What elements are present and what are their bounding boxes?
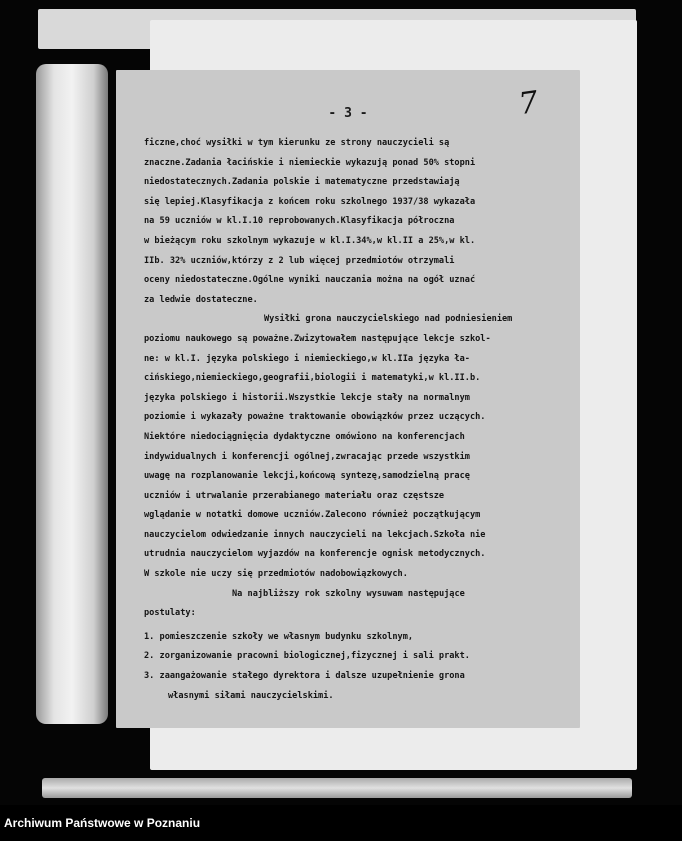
text-line-indented: Wysiłki grona nauczycielskiego nad podniesieniem xyxy=(264,314,513,325)
text-line: oceny niedostateczne.Ogólne wyniki nauczania można na ogół uznać xyxy=(144,275,476,286)
text-line: uwagę na rozplanowanie lekcji,końcową syntezę,samodzielną pracę xyxy=(144,471,470,482)
text-line: za ledwie dostateczne. xyxy=(144,294,258,305)
text-line: Niektóre niedociągnięcia dydaktyczne omówiono na konferencjach xyxy=(144,431,465,442)
text-line: w bieżącym roku szkolnym wykazuje w kl.I.34%,w kl.II a 25%,w kl. xyxy=(144,235,476,246)
archive-footer: Archiwum Państwowe w Poznaniu xyxy=(0,805,682,840)
text-line: indywidualnych i konferencji ogólnej,zwracając przede wszystkim xyxy=(144,451,470,462)
folio-number: 7 xyxy=(516,84,541,123)
text-line: wglądanie w notatki domowe uczniów.Zalecono również początkującym xyxy=(144,510,481,521)
text-line: na 59 uczniów w kl.I.10 reprobowanych.Klasyfikacja półroczna xyxy=(144,216,455,227)
postulates-heading: postulaty: xyxy=(144,608,196,619)
text-line: niedostatecznych.Zadania polskie i matematyczne przedstawiają xyxy=(144,177,460,188)
text-line: W szkole nie uczy się przedmiotów nadobowiązkowych. xyxy=(144,569,408,580)
text-line: ficzne,choć wysiłki w tym kierunku ze strony nauczycieli są xyxy=(144,138,450,148)
text-line: poziomie i wykazały poważne traktowanie obowiązków przez uczących. xyxy=(144,412,486,423)
page-number: - 3 - xyxy=(328,106,368,121)
text-line: IIb. 32% uczniów,którzy z 2 lub więcej przedmiotów otrzymali xyxy=(144,255,455,266)
postulate-item: 2. zorganizowanie pracowni biologicznej,fizycznej i sali prakt. xyxy=(144,651,470,662)
text-line: cińskiego,niemieckiego,geografii,biologii i matematyki,w kl.II.b. xyxy=(144,373,481,384)
text-line: ne: w kl.I. języka polskiego i niemieckiego,w kl.IIa języka ła- xyxy=(144,353,470,364)
bottom-sheet-edge xyxy=(42,778,632,798)
binding-roll xyxy=(36,64,108,724)
text-line: nauczycielom odwiedzanie innych nauczycieli na lekcjach.Szkoła nie xyxy=(144,529,486,540)
postulate-item: 3. zaangażowanie stałego dyrektora i dalsze uzupełnienie grona xyxy=(144,671,465,682)
text-line: poziomu naukowego są poważne.Zwizytowałem następujące lekcje szkol- xyxy=(144,333,491,344)
text-line: utrudnia nauczycielom wyjazdów na konferencje ognisk metodycznych. xyxy=(144,549,486,560)
typed-text-body xyxy=(144,134,584,706)
text-line: uczniów i utrwalanie przerabianego materiału oraz częstsze xyxy=(144,490,445,501)
text-line-indented: Na najbliższy rok szkolny wysuwam następujące xyxy=(232,588,465,599)
text-line: znaczne.Zadania łacińskie i niemieckie wykazują ponad 50% stopni xyxy=(144,157,476,168)
text-line: się lepiej.Klasyfikacja z końcem roku szkolnego 1937/38 wykazała xyxy=(144,196,476,207)
postulate-item-continuation: własnymi siłami nauczycielskimi. xyxy=(168,690,334,701)
text-line: języka polskiego i historii.Wszystkie lekcje stały na normalnym xyxy=(144,392,470,403)
postulate-item: 1. pomieszczenie szkoły we własnym budynku szkolnym, xyxy=(144,631,414,642)
document-page xyxy=(116,70,580,728)
